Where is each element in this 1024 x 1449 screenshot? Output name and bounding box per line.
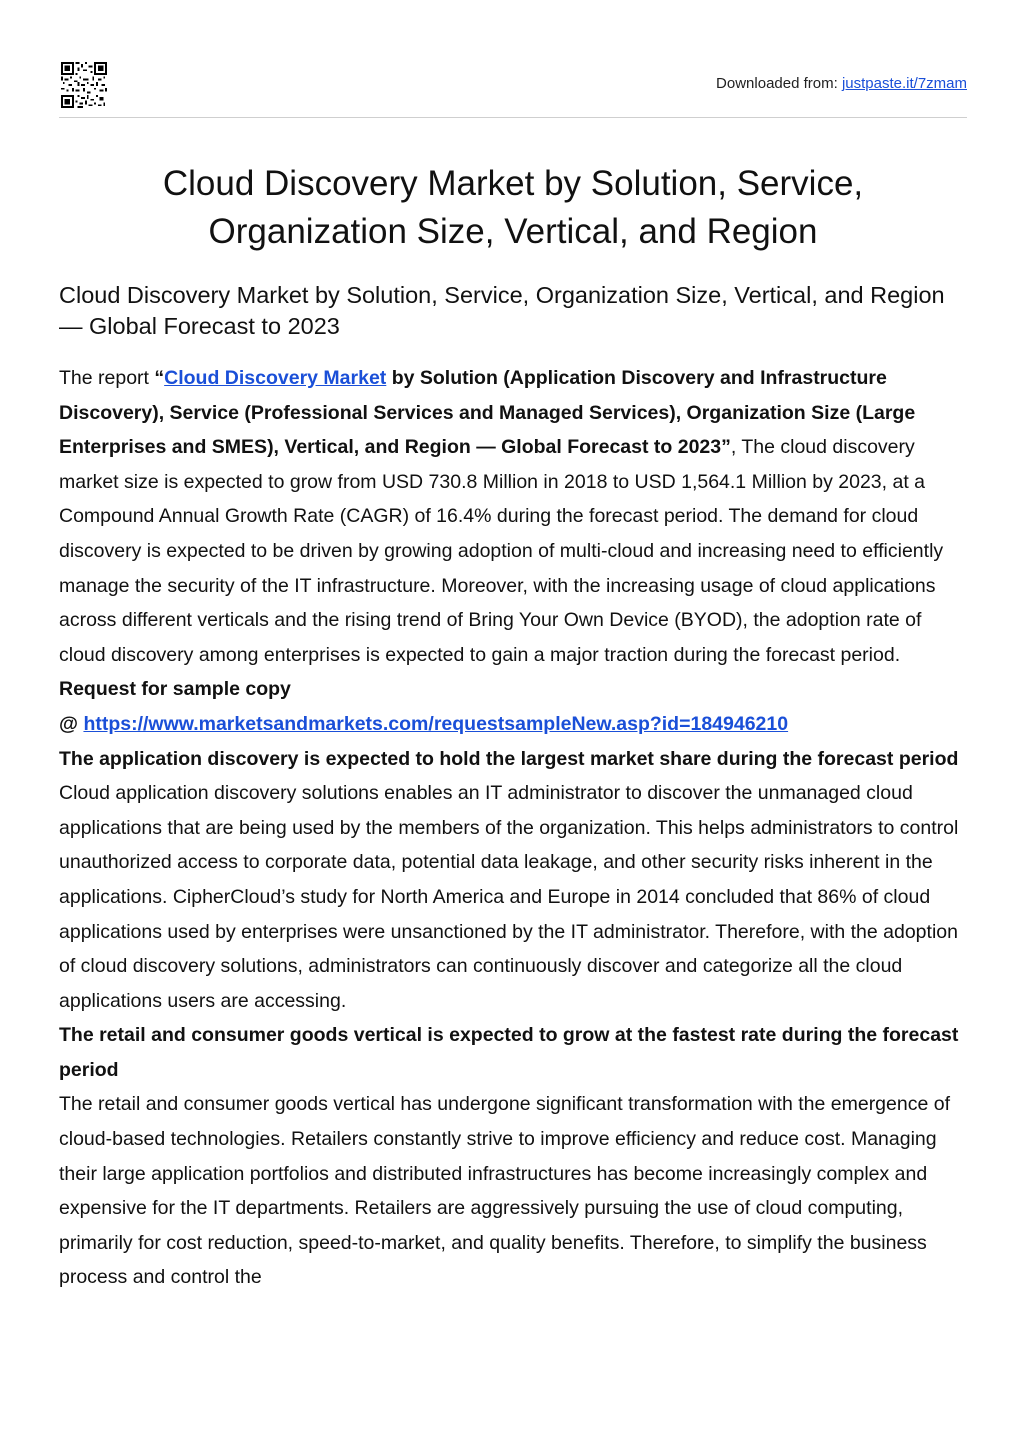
section-heading: The retail and consumer goods vertical is expected to grow at the fastest rate during the forecast period [59, 1024, 959, 1081]
article-body [59, 361, 969, 1295]
page-subtitle: Cloud Discovery Market by Solution, Service, Organization Size, Vertical, and Region — Global Forecast to 2023 [59, 282, 945, 339]
section-paragraph: The retail and consumer goods vertical has undergone significant transformation with the emergence of cloud-based technologies. Retailers constantly strive to improve efficiency and reduce cost. Managing their large application portfolios and distributed infrastructures has become increasingly complex and expensive for the IT departments. Retailers are aggressively pursuing the use of cloud computing, primarily for cost reduction, speed-to-market, and quality benefits. Therefore, to simplify the business process and control the [59, 1093, 950, 1289]
intro-body: , The cloud discovery market size is expected to grow from USD 730.8 Million in 2018 to USD 1,564.1 Million by 2023, at a Compound Annual Growth Rate (CAGR) of 16.4% during the forecast period. The demand for cloud discovery is expected to be driven by growing adoption of multi-cloud and increasing need to efficiently manage the security of the IT infrastructure. Moreover, with the increasing usage of cloud applications across different verticals and the rising trend of Bring Your Own Device (BYOD), the adoption rate of cloud discovery among enterprises is expected to gain a major traction during the forecast period. [59, 436, 944, 666]
at-sign: @ [59, 712, 84, 735]
download-source [716, 75, 967, 92]
page-title: Cloud Discovery Market by Solution, Service, Organization Size, Vertical, and Region [162, 164, 864, 251]
header-divider [59, 117, 967, 118]
downloaded-label: Downloaded from: [716, 75, 838, 92]
report-title: by Solution (Application Discovery and Infrastructure Discovery), Service (Professional Services and Managed Services), Organization Size (Large Enterprises and SMES), Vertical, and Region — Global Forecast to 2023” [59, 367, 916, 459]
source-link[interactable]: justpaste.it/7zmam [841, 75, 967, 92]
intro-open-quote: “ [154, 367, 165, 389]
qr-code-icon [61, 62, 107, 108]
section-heading: The application discovery is expected to hold the largest market share during the forecast period [59, 747, 959, 770]
cloud-discovery-market-link[interactable]: Cloud Discovery Market [164, 367, 387, 389]
sample-request-link[interactable]: https://www.marketsandmarkets.com/requestsampleNew.asp?id=184946210 [83, 712, 789, 735]
sample-request-line [59, 707, 969, 742]
sample-request-label: Request for sample copy [59, 678, 291, 701]
intro-lead: The report [59, 367, 155, 389]
intro-paragraph [59, 361, 969, 672]
section-paragraph: Cloud application discovery solutions enables an IT administrator to discover the unmanaged cloud applications that are being used by the members of the organization. This helps administrators to control unauthorized access to corporate data, potential data leakage, and other security risks inherent in the applications. CipherCloud’s study for North America and Europe in 2014 concluded that 86% of cloud applications used by enterprises were unsanctioned by the IT administrator. Therefore, with the adoption of cloud discovery solutions, administrators can continuously discover and categorize all the cloud applications users are accessing. [59, 782, 959, 1012]
